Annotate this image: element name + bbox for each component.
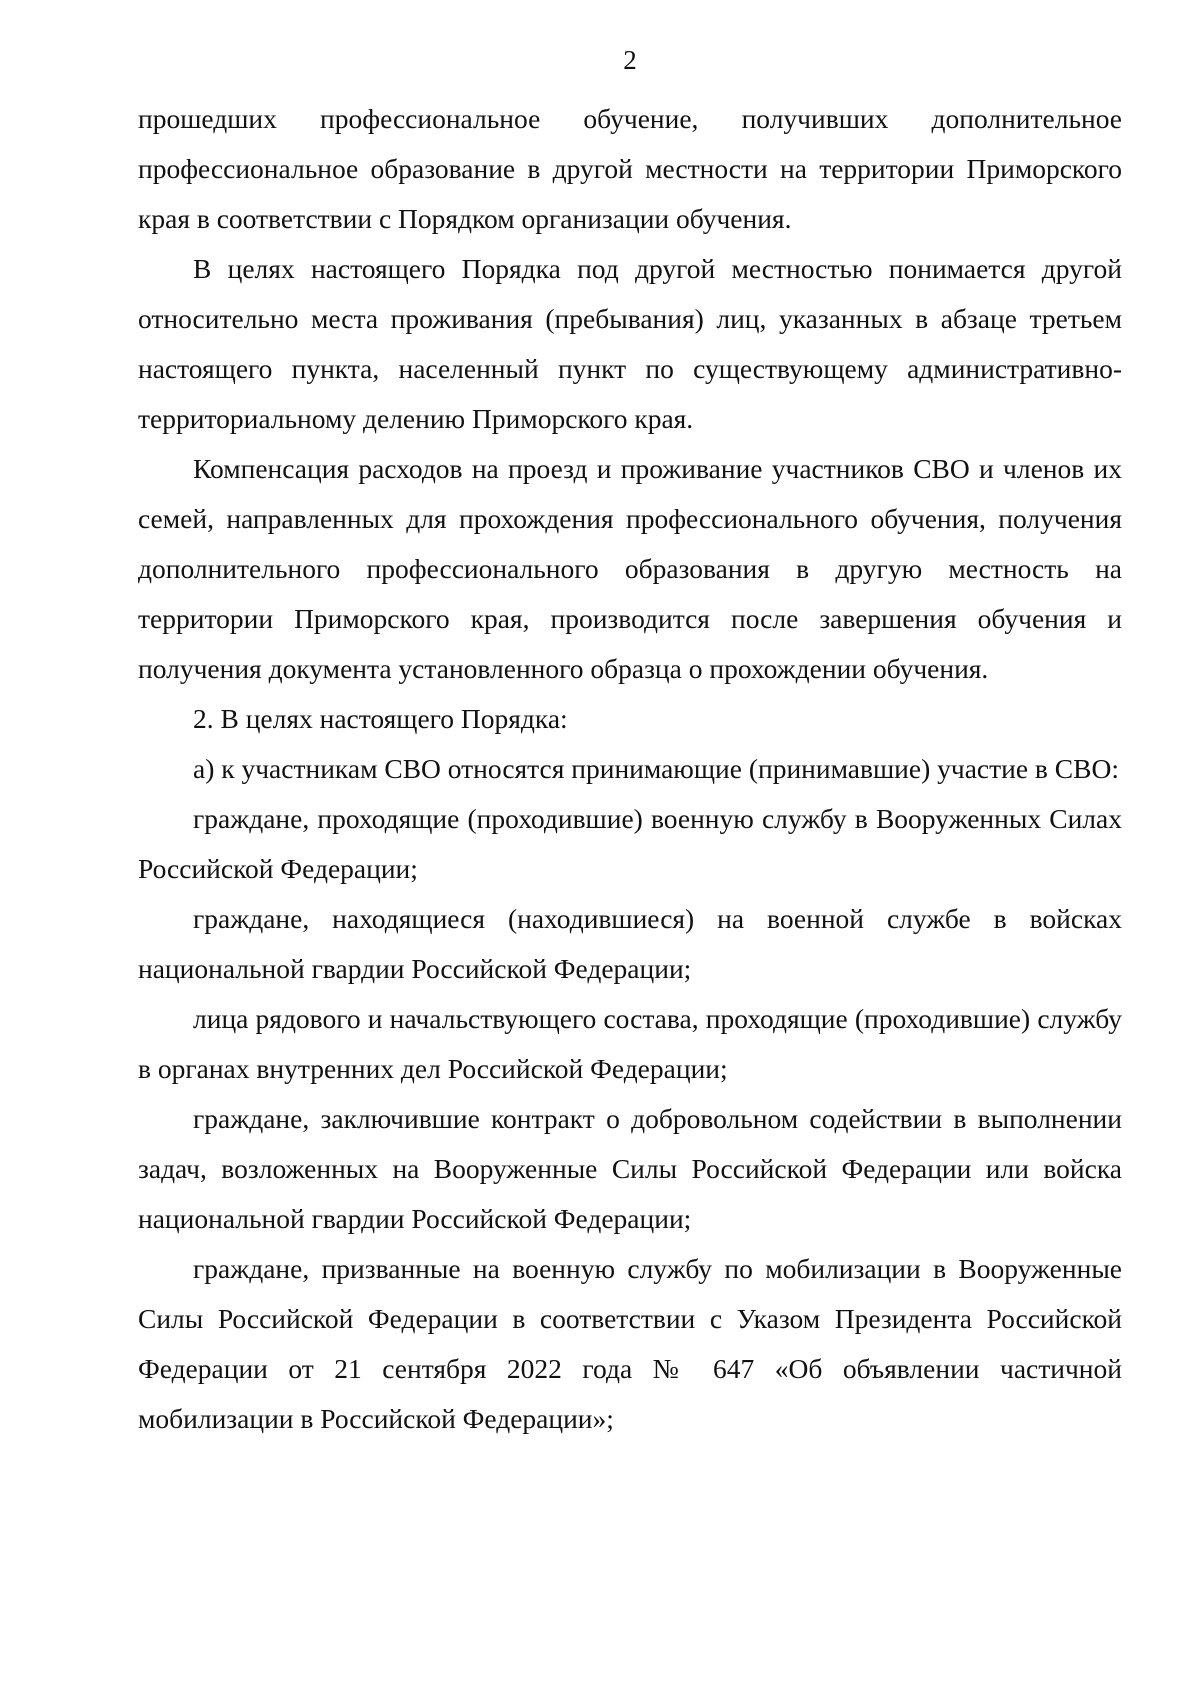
paragraph-item-a: а) к участникам СВО относятся принимающие (принимавшие) участие в СВО:	[193, 753, 1119, 784]
paragraph-compensation: Компенсация расходов на проезд и проживание участников СВО и членов их семей, направленных для прохождения профессионального обучения, получения дополнительного профессионального образования в другую местность на территории Приморского края, производится после завершения обучения и получения документа установленного образца о прохождении обучения.	[138, 453, 1122, 684]
paragraph-mobilization: граждане, призванные на военную службу по мобилизации в Вооруженные Силы Российской Федерации в соответствии с Указом Президента Российской Федерации от 21 сентября 2022 года № 647 «Об объявлении частичной мобилизации в Российской Федерации»;	[138, 1253, 1122, 1434]
paragraph-section-2-heading: 2. В целях настоящего Порядка:	[193, 703, 568, 734]
paragraph-continuation: прошедших профессиональное обучение, получивших дополнительное профессиональное образование в другой местности на территории Приморского края в соответствии с Порядком организации обучения.	[138, 103, 1122, 234]
paragraph-other-locality-definition: В целях настоящего Порядка под другой местностью понимается другой относительно места проживания (пребывания) лиц, указанных в абзаце третьем настоящего пункта, населенный пункт по существующему административно-территориальному делению Приморского края.	[138, 253, 1122, 434]
document-body	[138, 94, 1122, 1444]
paragraph-volunteer-contract: граждане, заключившие контракт о добровольном содействии в выполнении задач, возложенных на Вооруженные Силы Российской Федерации или войска национальной гвардии Российской Федерации;	[138, 1103, 1122, 1234]
paragraph-armed-forces: граждане, проходящие (проходившие) военную службу в Вооруженных Силах Российской Федерации;	[138, 803, 1122, 884]
paragraph-national-guard: граждане, находящиеся (находившиеся) на военной службе в войсках национальной гвардии Российской Федерации;	[138, 903, 1122, 984]
page-number: 2	[623, 45, 637, 75]
paragraph-internal-affairs: лица рядового и начальствующего состава, проходящие (проходившие) службу в органах внутренних дел Российской Федерации;	[138, 1003, 1122, 1084]
